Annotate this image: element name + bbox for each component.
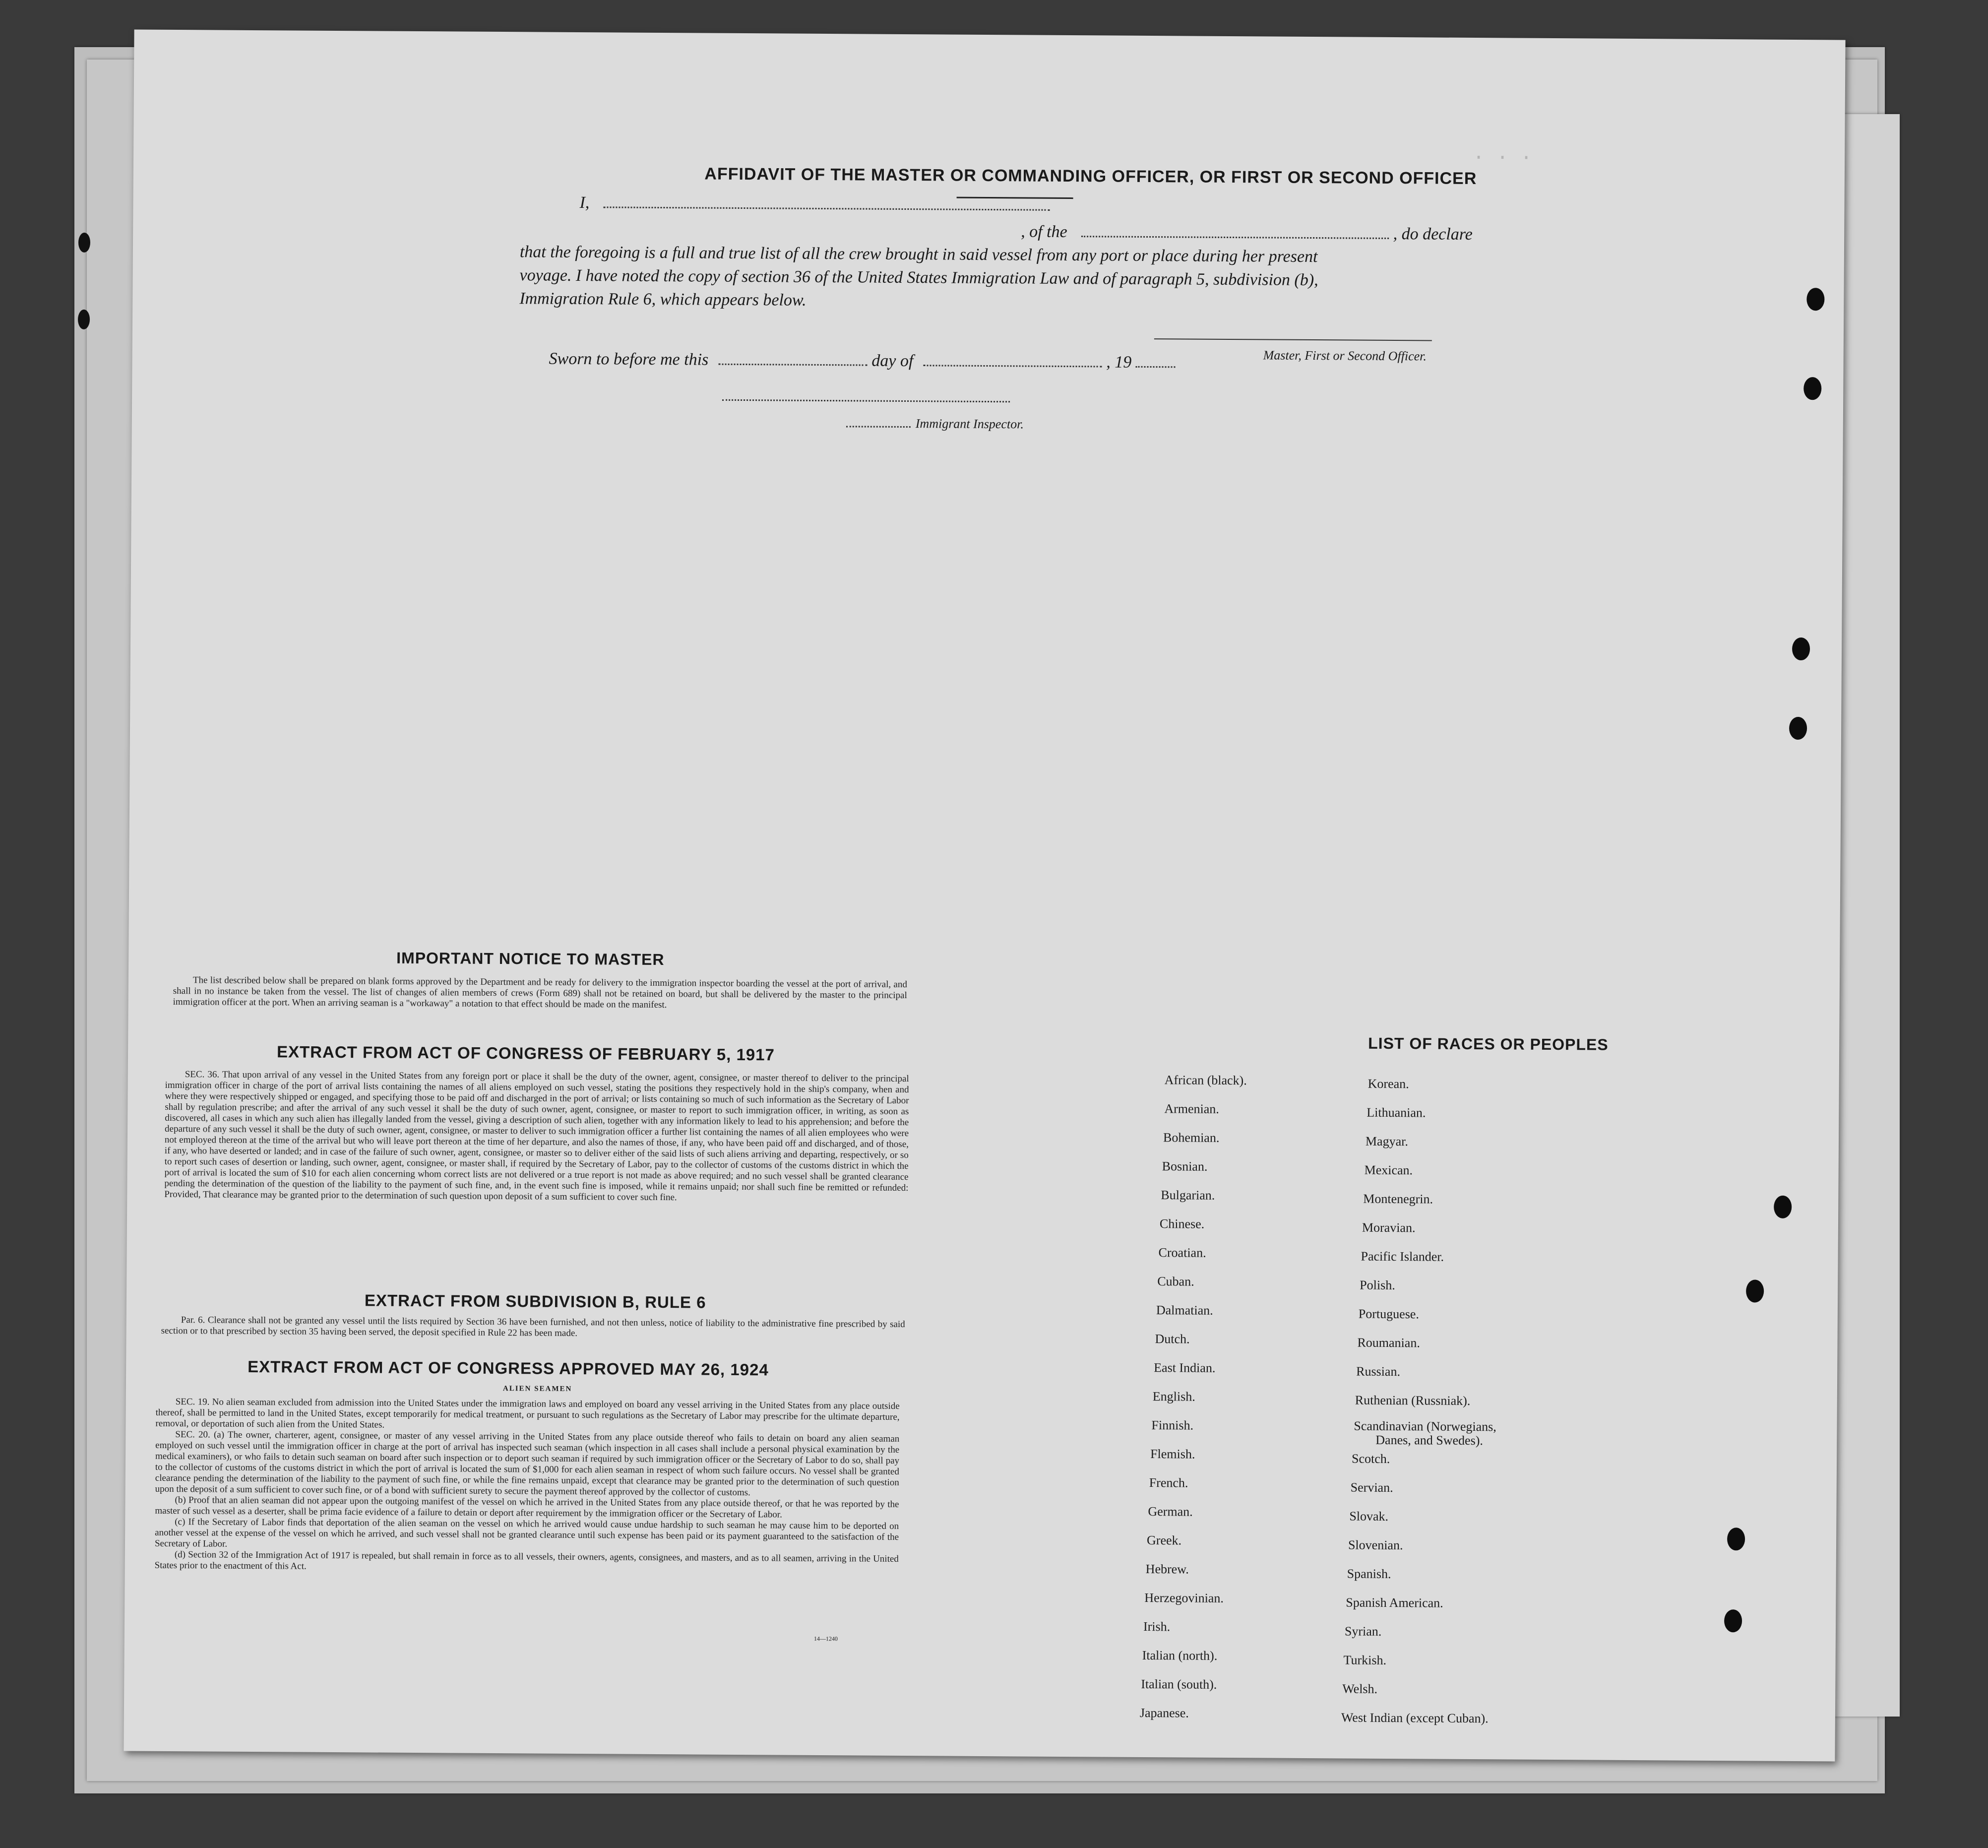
race-item: West Indian (except Cuban). <box>1341 1710 1489 1726</box>
affidavit-i: I, <box>579 193 590 212</box>
inspector-signature-line <box>722 399 1010 403</box>
race-item: English. <box>1152 1389 1195 1404</box>
race-item: German. <box>1148 1504 1193 1519</box>
race-item: Dalmatian. <box>1156 1303 1213 1318</box>
race-item: Russian. <box>1356 1364 1401 1379</box>
race-item: Ruthenian (Russniak). <box>1355 1393 1471 1408</box>
inspector-signature-label: Immigrant Inspector. <box>915 416 1024 432</box>
punch-hole <box>1803 377 1821 400</box>
race-item: Korean. <box>1367 1076 1409 1091</box>
race-item: Mexican. <box>1364 1162 1413 1178</box>
race-item: East Indian. <box>1154 1360 1216 1375</box>
race-item: Portuguese. <box>1358 1306 1419 1322</box>
document-page <box>124 29 1845 1761</box>
race-item: Lithuanian. <box>1367 1105 1426 1120</box>
punch-hole <box>1727 1528 1745 1550</box>
extract-rule6-body <box>161 1315 905 1341</box>
race-item: Dutch. <box>1155 1332 1190 1346</box>
affidavit-line-2-header <box>1021 222 1473 244</box>
race-item: Italian (south). <box>1141 1676 1217 1692</box>
affidavit-text-4: Immigration Rule 6, which appears below. <box>519 289 807 310</box>
affidavit-line-2 <box>520 243 1318 266</box>
year-label: , 19 <box>1106 353 1132 372</box>
affidavit-text-3: voyage. I have noted the copy of section 36 of the United States Immigration Law and of paragraph 5, subdivision (b), <box>519 266 1318 290</box>
races-title: LIST OF RACES OR PEOPLES <box>1368 1034 1609 1054</box>
race-item: African (black). <box>1164 1073 1247 1088</box>
race-item: French. <box>1149 1475 1188 1490</box>
race-item: Syrian. <box>1344 1624 1382 1639</box>
punch-hole <box>1792 637 1810 660</box>
year-blank <box>1136 366 1176 368</box>
race-item: Bosnian. <box>1162 1159 1208 1174</box>
sworn-date-blank <box>719 363 868 366</box>
extract-rule6-paragraph: Par. 6. Clearance shall not be granted any vessel until the lists required by Section 36 have been furnished, and not then unless, notice of liability to the administrative fine prescribed by said section or to that prescribed by section 35 having been served, the deposit specified in Rule 22 has been made. <box>161 1315 905 1339</box>
race-item: Chinese. <box>1159 1216 1205 1231</box>
affidavit-text-2: that the foregoing is a full and true list of all the crew brought in said vessel from any port or place during her present <box>519 243 1318 266</box>
extract-1924-para-1: SEC. 19. No alien seaman excluded from admission into the United States under the immigration laws and employed on board any vessel arriving in the United States from any place outside thereof, shall be permitted to land in the United States, except temporarily for medical treatment, or pursuant to such regulations as the Secretary of Labor may prescribe for the ultimate departure, removal, or deportation of such alien from the United States. <box>155 1397 900 1430</box>
race-item: Montenegrin. <box>1363 1191 1433 1207</box>
race-item: Moravian. <box>1362 1220 1416 1235</box>
race-item: Flemish. <box>1150 1447 1195 1462</box>
punch-hole <box>1724 1609 1742 1632</box>
race-item: Bulgarian. <box>1161 1188 1215 1203</box>
extract-1924-para-4: (c) If the Secretary of Labor finds that deportation of the alien seaman on the vessel on which he arrived would cause undue hardship to such seaman he may cause him to be deported on another vessel at the expense of the vessel on which he arrived, and such vessel shall not be granted clearance until such expense has been paid or its payment guaranteed to the satisfaction of the Secretary of Labor. <box>154 1517 899 1549</box>
race-item: Servian. <box>1350 1480 1393 1495</box>
race-item: Turkish. <box>1343 1653 1387 1667</box>
punch-hole <box>78 310 90 329</box>
punch-hole <box>1774 1196 1792 1218</box>
race-item: Finnish. <box>1151 1418 1194 1433</box>
extract-1924-title: EXTRACT FROM ACT OF CONGRESS APPROVED MAY 26, 1924 <box>248 1357 769 1379</box>
notice-body <box>173 975 907 1012</box>
form-number: 14—1240 <box>813 1635 838 1643</box>
race-item: Scotch. <box>1351 1451 1390 1466</box>
extract-1917-title: EXTRACT FROM ACT OF CONGRESS OF FEBRUARY 5, 1917 <box>276 1042 775 1064</box>
race-item: Cuban. <box>1157 1274 1194 1289</box>
affidavit-title: AFFIDAVIT OF THE MASTER OR COMMANDING OFFICER, OR FIRST OR SECOND OFFICER <box>704 164 1477 189</box>
race-item: Slovenian. <box>1348 1537 1403 1553</box>
race-item: Polish. <box>1360 1277 1395 1293</box>
inspector-label-lead <box>846 426 911 428</box>
extract-1924-body <box>155 1397 900 1576</box>
affidavit-line-4 <box>519 289 806 310</box>
race-item: Magyar. <box>1365 1134 1408 1149</box>
sworn-label: Sworn to before me this <box>549 349 709 369</box>
race-item: Japanese. <box>1139 1705 1189 1721</box>
sworn-line <box>549 350 1175 373</box>
of-the-label: , of the <box>1021 222 1067 241</box>
race-item: Irish. <box>1143 1619 1171 1634</box>
do-declare-label: , do declare <box>1393 225 1473 244</box>
race-item: Hebrew. <box>1145 1562 1189 1577</box>
punch-hole <box>1789 717 1807 740</box>
race-item: Roumanian. <box>1357 1335 1420 1350</box>
race-item: Pacific Islander. <box>1361 1249 1444 1264</box>
punch-hole <box>1806 288 1824 311</box>
race-item: Italian (north). <box>1142 1648 1218 1663</box>
month-blank <box>924 364 1102 367</box>
vessel-blank <box>1081 235 1389 239</box>
race-item: Slovak. <box>1349 1509 1389 1524</box>
extract-1917-body <box>164 1069 909 1205</box>
notice-paragraph: The list described below shall be prepared on blank forms approved by the Department and be ready for delivery to the immigration inspector boarding the vessel at the port of arrival, and shall in no instance be taken from the vessel. The list of changes of alien members of crews (Form 689) shall not be retained on board, but shall be delivered by the master to the principal immigration officer at the port. When an arriving seaman is a "workaway" a notation to that effect should be made on the manifest. <box>173 975 907 1011</box>
affidavit-line-3 <box>520 266 1318 290</box>
extract-1924-para-2: SEC. 20. (a) The owner, charterer, agent, consignee, or master of any vessel arriving in the United States from any place outside thereof who fails to detain on board any alien seaman employed on such vessel until the immigration officer in charge at the port of arrival has inspected such seaman (which inspection in all cases shall include a personal physical examination by the medical examiners), or who fails to detain such seaman on board after such inspection or to deport such seaman if required by such immigration officer or the Secretary of Labor to do so, shall pay to the collector of customs of the customs district in which the port of arrival is located the sum of $1,000 for each alien seaman in respect of whom such failure occurs. No vessel shall be granted clearance pending the determination of the liability to the payment of such fine, or while the fine remains unpaid, except that clearance may be granted prior to the determination of such question upon the deposit of a sum sufficient to cover such fine, or of a bond with sufficient surety to secure the payment thereof approved by the collector of customs. <box>155 1429 900 1498</box>
extract-1924-para-5: (d) Section 32 of the Immigration Act of 1917 is repealed, but shall remain in force as to all vessels, their owners, agents, consignees, and masters, and as to all seamen, arriving in the United States prior to the enactment of this Act. <box>154 1549 899 1572</box>
race-item: Herzegovinian. <box>1144 1590 1224 1605</box>
extract-1924-para-3: (b) Proof that an alien seaman did not appear upon the outgoing manifest of the vessel on which he arrived in the United States from any place outside thereof, or that he was reported by the master of such vessel as a deserter, shall be prima facie evidence of a failure to detain or deport after requirement by the immigration officer or the Secretary of Labor. <box>155 1495 899 1520</box>
extract-rule6-title: EXTRACT FROM SUBDIVISION B, RULE 6 <box>364 1291 706 1312</box>
show-through-text: · · · <box>1472 146 1533 170</box>
race-item: Welsh. <box>1342 1681 1378 1696</box>
punch-hole <box>78 233 90 253</box>
extract-1924-subtitle: ALIEN SEAMEN <box>502 1385 572 1393</box>
punch-hole <box>1746 1279 1764 1302</box>
master-signature-line <box>1154 338 1432 341</box>
notice-title: IMPORTANT NOTICE TO MASTER <box>396 949 665 969</box>
affidavit-line-1 <box>579 193 1050 215</box>
race-item: Greek. <box>1146 1533 1182 1548</box>
extract-1917-paragraph: SEC. 36. That upon arrival of any vessel in the United States from any foreign port or place it shall be the duty of the owner, agent, consignee, or master thereof to deliver to the principal immigration officer in charge of the port of arrival lists containing the names of all aliens employed on such vessel, stating the positions they respectively hold in the ship's company, when and where they were respectively shipped or engaged, and specifying those to be paid off and discharged in the port of arrival; or lists containing so much of such information as the Secretary of Labor shall by regulation prescribe; and after the arrival of any such vessel it shall be the duty of such owner, agent, consignee, or master to report to such immigration officer, in writing, as soon as discovered, all cases in which any such alien has illegally landed from the vessel, giving a description of such alien, together with any information likely to lead to his apprehension; and before the departure of any such vessel it shall be the duty of such owner, agent, consignee, or master to deliver to such immigration officer a further list containing the names of all alien employees who were not employed thereon at the time of the arrival but who will leave port thereon at the time of her departure, and also the names of those, if any, who have been paid off and discharged, and of those, if any, who have deserted or landed; and in case of the failure of such owner, agent, consignee, or master so to deliver either of the said lists of such aliens arriving and departing, respectively, or so to report such cases of desertion or landing, such owner, agent, consignee, or master shall, if required by the Secretary of Labor, pay to the collector of customs of the customs district in which the port of arrival is located the sum of $10 for each alien concerning whom correct lists are not delivered or a true report is not made as above required; and no such vessel shall be granted clearance pending the determination of the question of the liability to the payment of such fine, and, in the event such fine is imposed, while it remains unpaid; nor shall such fine be remitted or refunded: Provided, That clearance may be granted prior to the determination of such question upon deposit of a sum sufficient to cover such fine. <box>164 1069 909 1203</box>
master-signature-label: Master, First or Second Officer. <box>1263 348 1427 364</box>
race-item: Spanish. <box>1347 1566 1391 1582</box>
race-item: Danes, and Swedes). <box>1375 1432 1484 1448</box>
race-item: Croatian. <box>1158 1245 1206 1260</box>
race-item: Scandinavian (Norwegians, <box>1354 1418 1496 1434</box>
name-blank <box>604 206 1050 210</box>
race-item: Spanish American. <box>1346 1595 1443 1610</box>
race-item: Armenian. <box>1164 1101 1219 1116</box>
race-item: Bohemian. <box>1163 1130 1220 1145</box>
day-of-label: day of <box>871 351 914 371</box>
